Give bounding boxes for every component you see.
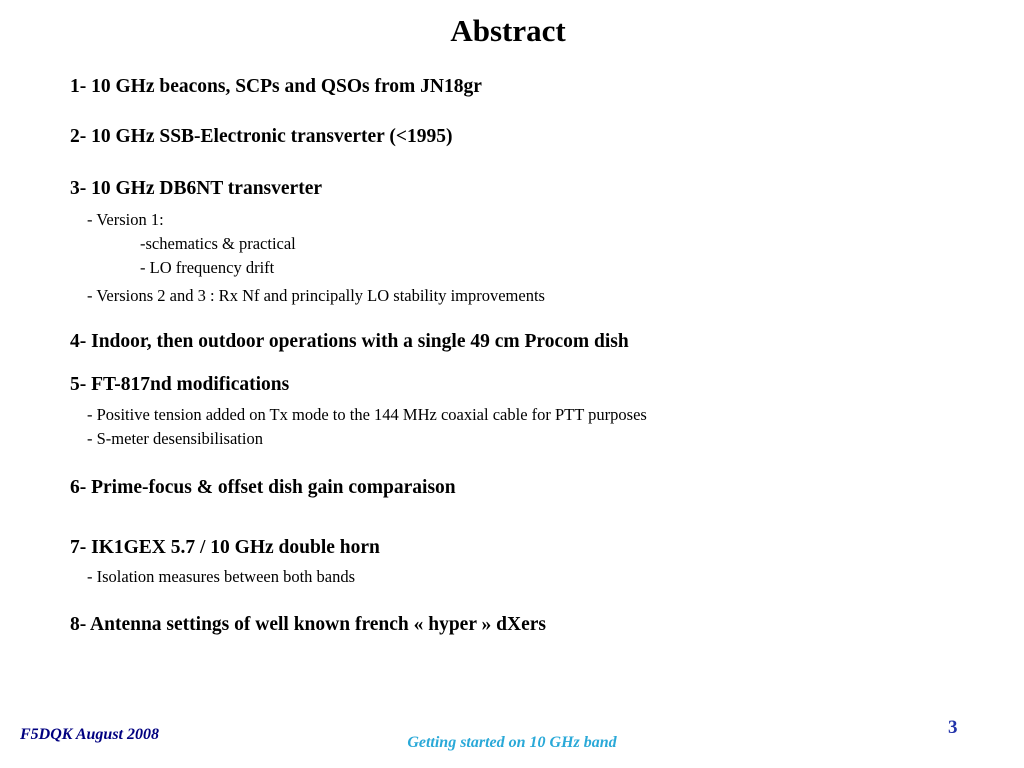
item-8-heading: 8- Antenna settings of well known french « hyper » dXers xyxy=(70,614,546,635)
item-2-heading: 2- 10 GHz SSB-Electronic transverter (<1995) xyxy=(70,126,453,147)
item-5-sub-2: - S-meter desensibilisation xyxy=(87,429,263,448)
item-3-heading: 3- 10 GHz DB6NT transverter xyxy=(70,178,323,199)
item-5-sub-1: - Positive tension added on Tx mode to the 144 MHz coaxial cable for PTT purposes xyxy=(87,405,647,424)
item-3-sub-4: - Versions 2 and 3 : Rx Nf and principally LO stability improvements xyxy=(87,286,545,305)
item-4-heading: 4- Indoor, then outdoor operations with a single 49 cm Procom dish xyxy=(70,331,629,352)
item-6-heading: 6- Prime-focus & offset dish gain comparaison xyxy=(70,477,456,498)
item-7-sub-1: - Isolation measures between both bands xyxy=(87,567,356,586)
footer-author-date: F5DQK August 2008 xyxy=(20,726,159,743)
slide-title: Abstract xyxy=(450,13,566,48)
item-3-sub-3: - LO frequency drift xyxy=(140,258,275,277)
item-3-sub-1: - Version 1: xyxy=(87,210,164,229)
page-number: 3 xyxy=(948,717,958,738)
item-1-heading: 1- 10 GHz beacons, SCPs and QSOs from JN18gr xyxy=(70,76,482,97)
footer-presentation-title: Getting started on 10 GHz band xyxy=(407,734,617,751)
item-7-heading: 7- IK1GEX 5.7 / 10 GHz double horn xyxy=(70,537,380,558)
item-3-sub-2: -schematics & practical xyxy=(140,234,296,253)
item-5-heading: 5- FT-817nd modifications xyxy=(70,374,290,395)
